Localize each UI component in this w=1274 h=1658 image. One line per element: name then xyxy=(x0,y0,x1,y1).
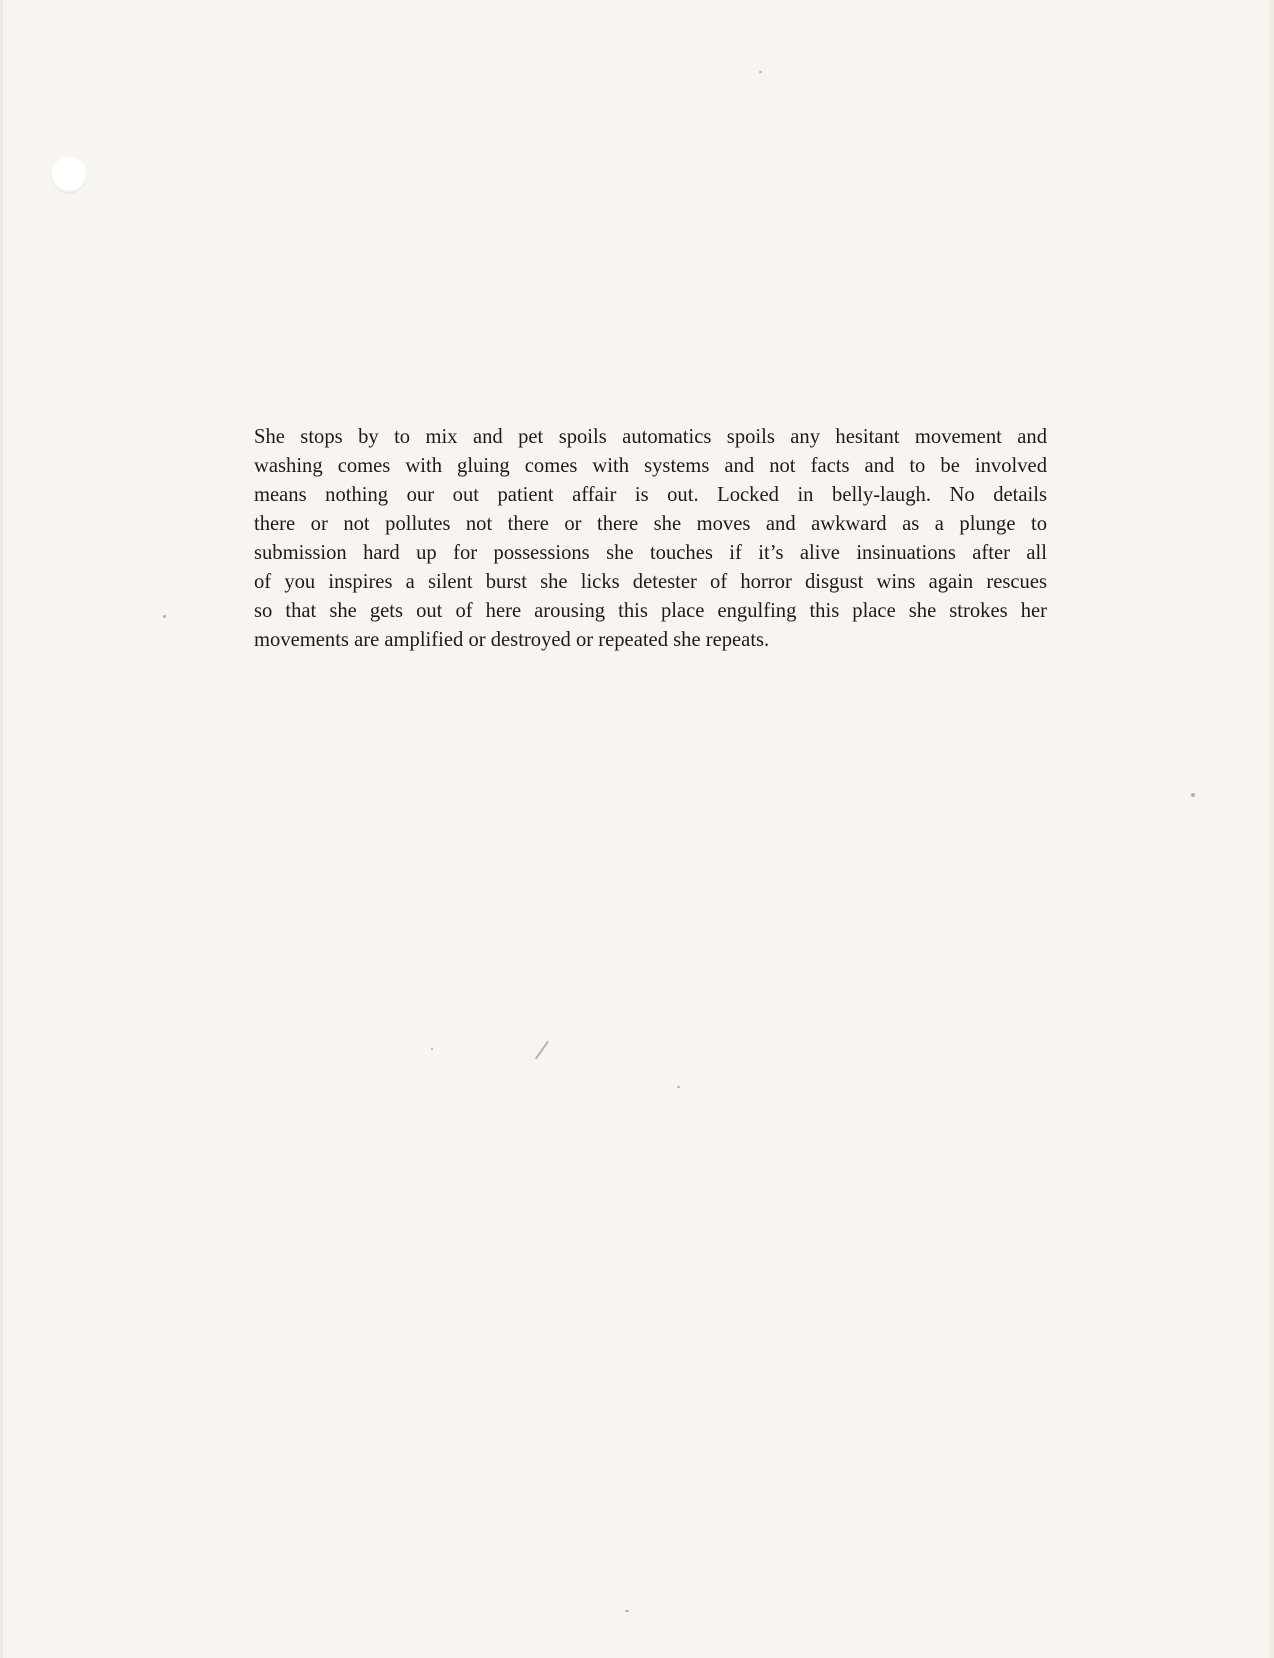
paper-speck xyxy=(759,71,762,73)
text-line: means nothing our out patient affair is out. Locked in belly-laugh. No details xyxy=(254,484,1047,506)
text-line: She stops by to mix and pet spoils automatics spoils any hesitant movement and xyxy=(254,426,1047,448)
paper-speck xyxy=(431,1048,433,1050)
paper-speck xyxy=(1191,793,1195,797)
text-line: of you inspires a silent burst she licks detester of horror disgust wins again rescues xyxy=(254,571,1047,593)
text-line: submission hard up for possessions she touches if it’s alive insinuations after all xyxy=(254,542,1047,564)
page-left-edge xyxy=(0,0,3,1658)
text-line: there or not pollutes not there or there she moves and awkward as a plunge to xyxy=(254,513,1047,535)
text-line: movements are amplified or destroyed or repeated she repeats. xyxy=(254,629,770,651)
paper-scratch xyxy=(535,1040,549,1059)
text-line: washing comes with gluing comes with systems and not facts and to be involved xyxy=(254,455,1047,477)
page-right-edge xyxy=(1268,0,1274,1658)
punch-hole xyxy=(51,157,87,193)
body-text xyxy=(254,423,1047,655)
paper-speck xyxy=(625,1610,629,1612)
paper-speck xyxy=(677,1086,680,1088)
paper-speck xyxy=(163,615,166,618)
text-line: so that she gets out of here arousing this place engulfing this place she strokes her xyxy=(254,600,1047,622)
